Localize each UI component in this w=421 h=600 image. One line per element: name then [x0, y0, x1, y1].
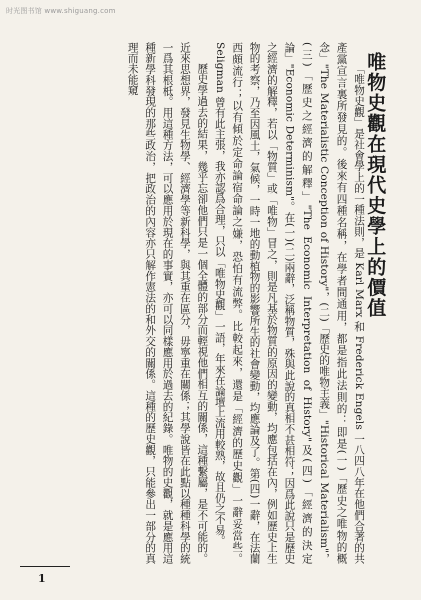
paragraph: 「唯物史觀」是社會學上的一種法則，是 Karl Marx 和 Frederick Engels 一八四八年在他們合著的共產黨宣言裏所發見的。後來有四種名稱，在學者間通用，都是指此法則的：即是(一)「歷史之唯物的概念」"The Materialistic Conception of History"，(二)「歷史的唯物主義」"Historical Materialism"，(三)「歷史之經濟的解釋」"The Economic Interpretation of History"及(四)「經濟的決定論」"Economic Determinism"。在(一)(二)兩辭，泛稱物質，殊與此說的真相不甚相符；因爲此說只是歷史之經濟的解釋，若以「物質」或「唯物」冒之，則是凡基於物質的原因的變動，均應包括在內，例如歷史上生物的考察，乃至因風土，氣候，一時一地的動植物的影響所生的社會變動，均應論及了。第(四)一辭，在法蘭西頗流行；以有傾於定命論宿命論之嫌，恐怕有流弊。比較起來，還是「經濟的歷史觀」一辭妥當些。Seligman 曾有此主張，我亦認爲合理，只以「唯物史觀」一語，年來在論壇上流用較熟，故且仍之不易。	[213, 42, 365, 564]
footer-rule	[20, 566, 70, 567]
body-text	[27, 42, 367, 564]
page-title: 唯物史觀在現代史學上的價值	[364, 52, 387, 319]
watermark: 时光图书馆 www.shiguang.com	[6, 7, 116, 15]
paragraph: 歷史學過去的結果，幾乎忘卻他們只是一個全體的部分而輕視他們相互的關係，這種繫屬，是不可能的。近來思想界，發見生物學、經濟學等新科學，與其重在區分，毋寧重在關係；其學說皆在此點以種種科學的統一爲其根柢。用這種方法，可以應用於現在的事實，亦可以同樣應用於過去的紀錄。唯物的史觀，就是應用這種新學科發現的那些政治，把政治的內容亦只解作憲法的和外交的關係。這種的歷史觀，只能參出一部分的真理而未能窺	[126, 42, 209, 564]
page-number: 1	[38, 572, 46, 585]
